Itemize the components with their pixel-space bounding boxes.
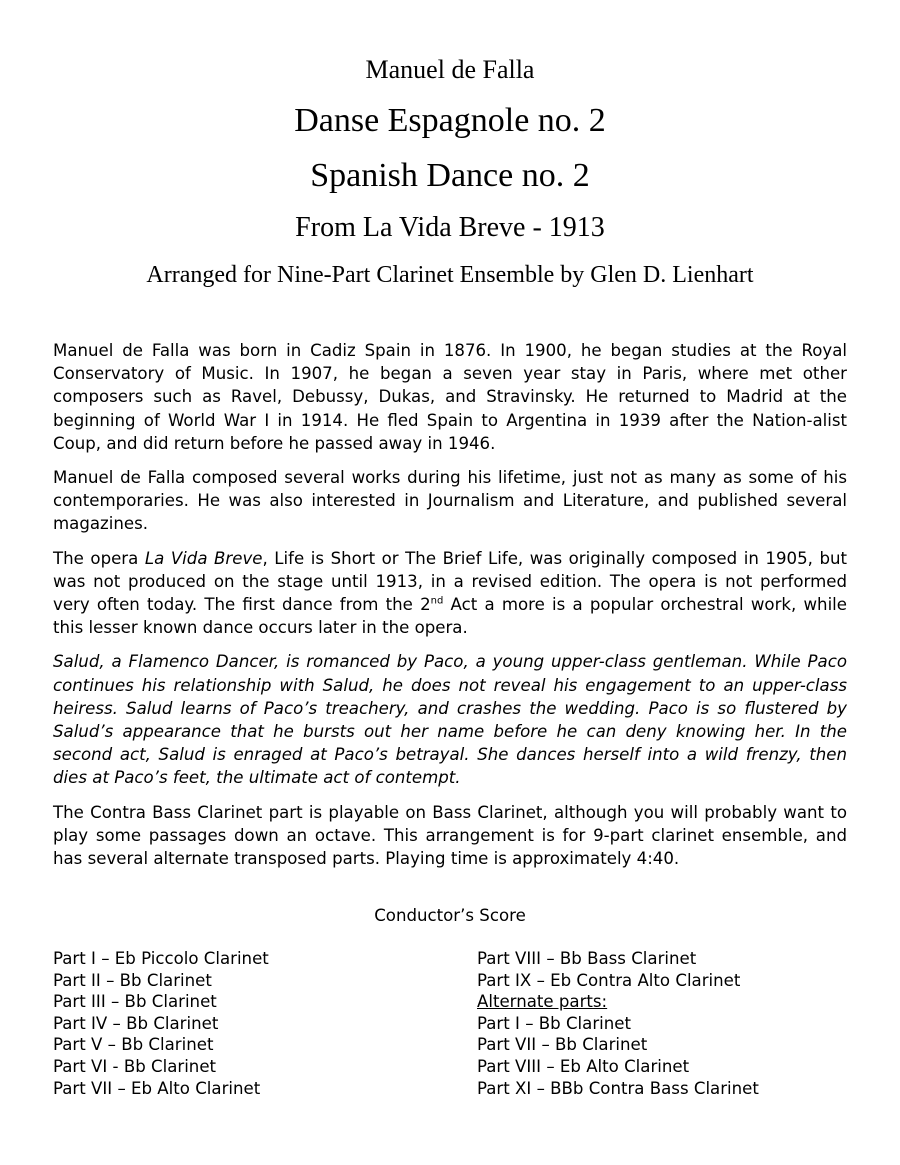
subtitle: From La Vida Breve - 1913 (295, 212, 605, 243)
part-list-item: Part V – Bb Clarinet (53, 1035, 214, 1055)
title-english: Spanish Dance no. 2 (310, 157, 590, 194)
part-list-item: Part VIII – Bb Bass Clarinet (477, 949, 697, 968)
part-list-item: Part I – Bb Clarinet (477, 1013, 631, 1033)
part-list-item: Part III – Bb Clarinet (53, 992, 217, 1012)
alternate-parts-heading: Alternate parts: (477, 992, 608, 1012)
parts-primary-group (477, 948, 877, 991)
opera-text-prefix: The opera (53, 548, 145, 568)
part-list-item: Part XI – BBb Contra Bass Clarinet (477, 1078, 759, 1098)
paragraph-biography: Manuel de Falla was born in Cadiz Spain in 1876. In 1900, he began studies at the Royal Conservatory of Music. In 1907, he began a seven year stay in Paris, where met other composers such as Ravel, Debussy, Dukas, and Stravinsky. He returned to Madrid at the beginning of World War I in 1914. He fled Spain to Argentina in 1939 after the Nation-alist Coup, and did return before he passed away in 1946. (53, 341, 847, 453)
program-notes (53, 339, 847, 881)
part-list-item: Part IV – Bb Clarinet (53, 1013, 219, 1033)
opera-text-middle: , Life is Short or The Brief Life, was originally composed in 1905, but was not produced on the stage until 1913, in a revised edition. The opera is not performed very often today. The first dance from the 2 (53, 548, 848, 615)
parts-alternate-group (477, 1013, 877, 1099)
paragraph-performance-notes: The Contra Bass Clarinet part is playable on Bass Clarinet, although you will probably want to play some passages down an octave. This arrangement is for 9-part clarinet ensemble, and has several alternate transposed parts. Playing time is approximately 4:40. (53, 802, 847, 869)
part-list-item: Part VII – Bb Clarinet (477, 1035, 648, 1055)
part-list-item: Part VI - Bb Clarinet (53, 1056, 217, 1076)
arranger-credit: Arranged for Nine-Part Clarinet Ensemble by Glen D. Lienhart (146, 262, 754, 288)
paragraph-opera (53, 547, 847, 640)
conductor-score-label: Conductor’s Score (374, 906, 526, 925)
part-list-item: Part I – Eb Piccolo Clarinet (53, 949, 269, 968)
part-list-item: Part II – Bb Clarinet (53, 970, 212, 990)
opera-text-suffix: Act a more is a popular orchestral work, while this lesser known dance occurs later in the opera. (53, 595, 847, 638)
title-french: Danse Espagnole no. 2 (294, 102, 606, 139)
opera-title: La Vida Breve (144, 548, 263, 568)
paragraph-synopsis: Salud, a Flamenco Dancer, is romanced by Paco, a young upper-class gentleman. While Paco continues his relationship with Salud, he does not reveal his engagement to an upper-class heiress. Salud learns of Paco’s treachery, and crashes the wedding. Paco is so flustered by Salud’s appearance that he bursts out her name before he can deny knowing her. In the second act, Salud is enraged at Paco’s betrayal. She dances herself into a wild frenzy, then dies at Paco’s feet, the ultimate act of contempt. (53, 652, 847, 788)
paragraph-works: Manuel de Falla composed several works during his lifetime, just not as many as some of his contemporaries. He was also interested in Journalism and Literature, and published several magazines. (53, 468, 847, 534)
ordinal-superscript: nd (430, 595, 444, 607)
part-list-item: Part IX – Eb Contra Alto Clarinet (477, 970, 741, 990)
composer-name: Manuel de Falla (365, 55, 535, 84)
part-list-item: Part VII – Eb Alto Clarinet (53, 1078, 261, 1098)
part-list-item: Part VIII – Eb Alto Clarinet (477, 1056, 690, 1076)
parts-list-right (477, 948, 877, 1099)
parts-list-left (53, 948, 433, 1099)
